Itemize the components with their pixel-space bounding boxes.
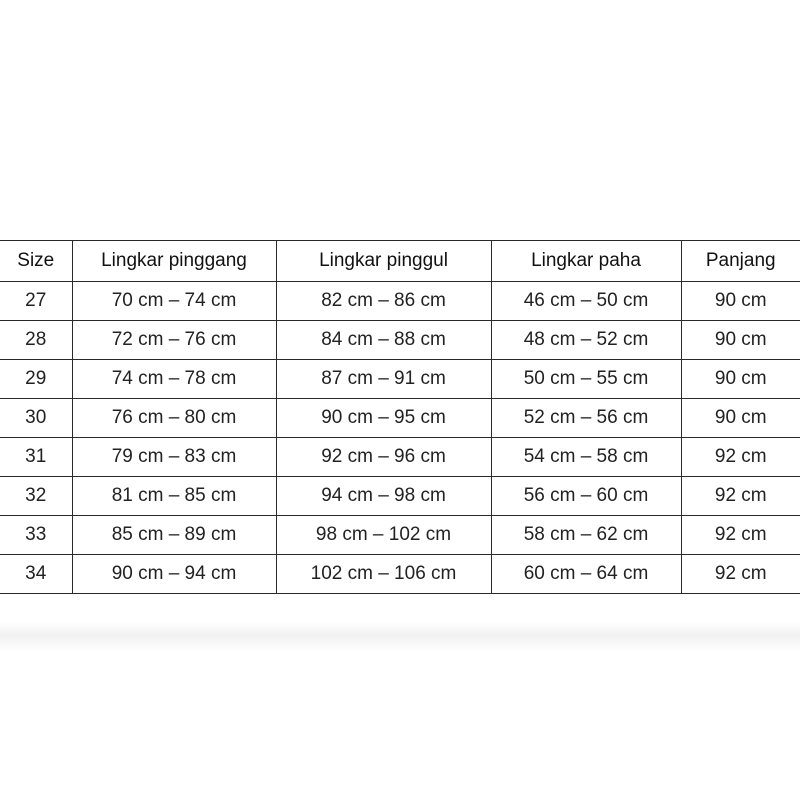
cell-thigh: 48 cm – 52 cm [491,321,681,360]
size-chart-table [0,240,800,594]
cell-waist: 74 cm – 78 cm [72,360,276,399]
header-hip: Lingkar pinggul [276,241,491,282]
cell-waist: 81 cm – 85 cm [72,477,276,516]
table-row [0,321,800,360]
cell-hip: 90 cm – 95 cm [276,399,491,438]
cell-size: 34 [0,555,72,594]
faded-caption-strip [0,622,800,652]
cell-thigh: 60 cm – 64 cm [491,555,681,594]
table-row [0,516,800,555]
table-row [0,477,800,516]
cell-hip: 84 cm – 88 cm [276,321,491,360]
cell-waist: 76 cm – 80 cm [72,399,276,438]
cell-thigh: 54 cm – 58 cm [491,438,681,477]
cell-size: 33 [0,516,72,555]
cell-waist: 85 cm – 89 cm [72,516,276,555]
cell-hip: 87 cm – 91 cm [276,360,491,399]
cell-length: 92 cm [681,516,800,555]
cell-waist: 79 cm – 83 cm [72,438,276,477]
cell-hip: 82 cm – 86 cm [276,282,491,321]
cell-waist: 72 cm – 76 cm [72,321,276,360]
table-row [0,282,800,321]
cell-waist: 90 cm – 94 cm [72,555,276,594]
cell-size: 30 [0,399,72,438]
cell-size: 29 [0,360,72,399]
cell-length: 92 cm [681,477,800,516]
cell-length: 92 cm [681,438,800,477]
cell-length: 90 cm [681,321,800,360]
cell-thigh: 58 cm – 62 cm [491,516,681,555]
table-row [0,438,800,477]
header-length: Panjang [681,241,800,282]
cell-hip: 92 cm – 96 cm [276,438,491,477]
header-thigh: Lingkar paha [491,241,681,282]
header-size: Size [0,241,72,282]
cell-length: 90 cm [681,399,800,438]
cell-thigh: 56 cm – 60 cm [491,477,681,516]
cell-hip: 102 cm – 106 cm [276,555,491,594]
cell-size: 28 [0,321,72,360]
cell-waist: 70 cm – 74 cm [72,282,276,321]
cell-thigh: 52 cm – 56 cm [491,399,681,438]
header-waist: Lingkar pinggang [72,241,276,282]
table-header-row [0,241,800,282]
cell-hip: 94 cm – 98 cm [276,477,491,516]
cell-hip: 98 cm – 102 cm [276,516,491,555]
cell-size: 32 [0,477,72,516]
cell-length: 90 cm [681,282,800,321]
table-row [0,555,800,594]
cell-thigh: 46 cm – 50 cm [491,282,681,321]
table-row [0,360,800,399]
cell-length: 92 cm [681,555,800,594]
cell-thigh: 50 cm – 55 cm [491,360,681,399]
cell-length: 90 cm [681,360,800,399]
table-row [0,399,800,438]
cell-size: 31 [0,438,72,477]
cell-size: 27 [0,282,72,321]
